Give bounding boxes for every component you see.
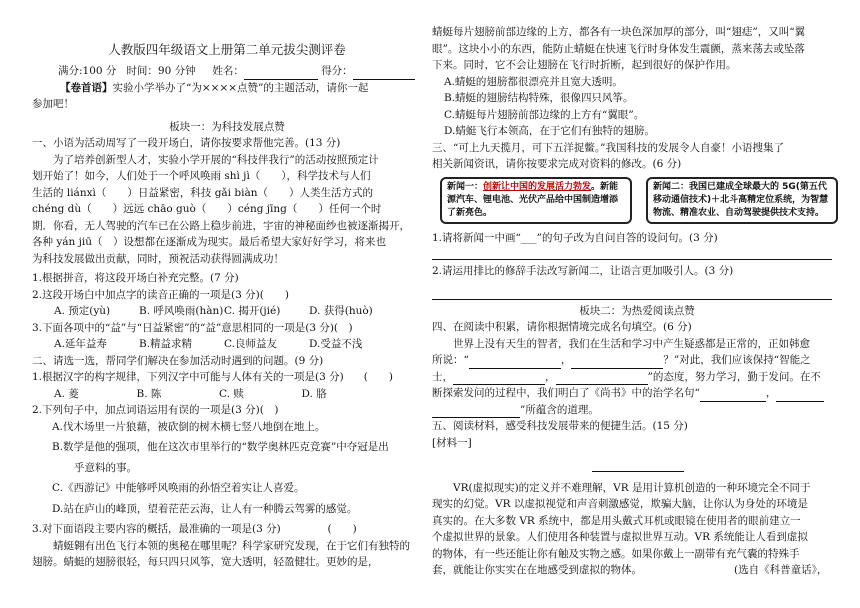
option-d[interactable]: D.受益不浅 (309, 338, 363, 350)
s1-q3: 3.下面各项中的“益”与“日益紧密”的“益”意思相同的一项是(3 分)( ) (32, 321, 353, 334)
s4-text: ”的态度，努力学习，勤于发问。在不 (647, 370, 821, 383)
s4-text: 士， (432, 370, 453, 383)
s1-q2-options (32, 303, 394, 320)
s1-q1: 1.根据拼音，将这段开场白补充完整。(7 分) (32, 272, 239, 284)
option-a[interactable]: A. 预定(yù) (54, 305, 111, 317)
s1-passage-line: 为科技发展做出贡献，同时，预祝活动获得圆满成功！ (32, 252, 284, 265)
answer-paren[interactable]: ( ) (363, 371, 393, 383)
time-limit: 时间：90 分钟 (126, 65, 196, 77)
full-score: 满分:100 分 (58, 65, 117, 77)
fill-blank[interactable] (700, 389, 766, 402)
news-card-1 (440, 177, 632, 224)
material-text: 的物体，有一些还能让你有触及实物之感。如果你戴上一副带有充气囊的特殊手 (432, 547, 800, 560)
preface-text: 实验小学举办了“为××××点赞”的主题活动，请你一起 (112, 81, 369, 94)
s2-q3-option-d[interactable]: D.蜻蜓飞行本领高，在于它们有独特的翅膀。 (444, 125, 655, 137)
s2-q1 (32, 369, 422, 386)
material-label: [材料一] (432, 436, 472, 449)
s4-text: ”所蕴含的道理。 (520, 403, 599, 416)
news1-tag: 新闻一： (447, 181, 484, 192)
option-b[interactable]: B.精益求精 (139, 338, 193, 350)
news-boxes (440, 177, 842, 224)
news1-text: 。新能源汽车、锂电池、光伏产品给中国制造增添了新亮色。 (447, 181, 619, 218)
material-text: VR(虚拟现实)的定义并不难理解，VR 是用计算机创造的一种环境完全不同于 (453, 481, 811, 494)
score-field[interactable] (353, 67, 415, 80)
s4-text: 断探索发问的过程中，我们明白了《尚书》中的治学名句“ (432, 387, 700, 399)
s4-text: ， (765, 387, 777, 399)
s1-q2: 2.这段开场白中加点字的读音正确的一项是(3 分)( ) (32, 288, 289, 301)
title-blank[interactable] (592, 459, 684, 472)
s1-passage-line: 划开始了！如今，人们处于一个呼风唤雨 shì jì（ ），科学技术与人们 (32, 170, 371, 182)
s2-q3-passage: 蜻蜓翱有出色飞行本领的奥秘在哪里呢？科学家研究发现，在于它们有独特的 (53, 539, 410, 552)
material-text: 真实的。在大多数 VR 系统中，都是用头戴式耳机或眼镜在使用者的眼前建立一 (432, 514, 801, 527)
material-text: 现实的幻觉。VR 以虚拟视觉和声音刺激感觉，欺骗大脑，让你认为身处的环境是 (432, 498, 808, 510)
s5-heading: 五、阅读材料，感受科技发展带来的便捷生活。(15 分) (432, 420, 688, 432)
exam-meta (32, 63, 422, 80)
s4-text: 所说：“ (432, 354, 469, 366)
option-a[interactable]: A.延年益寿 (54, 338, 107, 350)
block1-heading: 板块一：为科技发展点赞 (169, 120, 285, 133)
s3-q1: 1.请将新闻一中画“___”的句子改为自问自答的设问句。(3 分) (432, 231, 718, 244)
option-a[interactable]: A. 菱 (54, 387, 79, 400)
fill-blank[interactable] (571, 356, 663, 369)
preface-cont: 参加吧！ (32, 98, 74, 110)
preface-tag: 【卷首语】 (60, 81, 113, 94)
option-b[interactable]: B. 呼风唤雨(hàn) (139, 305, 224, 317)
s3-heading: 三、“可上九天揽月，可下五洋捉鳖。”我国科技的发展令人自豪！小语搜集了 (432, 141, 784, 154)
news2-text: 我国已建成全球最大的 5G(第五代移动通信技术)＋北斗高精定位系统，为智慧物流、精准农业、自动驾驶提供技术支持。 (653, 181, 829, 218)
fill-blank[interactable] (469, 356, 561, 369)
s4-fill-line (432, 385, 842, 402)
news-card-2 (646, 177, 838, 224)
s2-heading: 二、请选一选，帮同学们解决在参加活动时遇到的问题。(9 分) (32, 354, 324, 367)
s2-q2-option-c[interactable]: C.《西游记》中能够呼风唤雨的孙悟空着实让人喜爱。 (52, 482, 305, 494)
material-text: 套，就能让你实实在在地感受到虚拟的物体。 (432, 564, 642, 576)
s2-q2-option-b[interactable]: B.数学是他的强项，他在这次市里举行的“数学奥林匹克竞赛”中夺冠是出 (52, 441, 389, 453)
block2-heading: 板块二：为热爱阅读点赞 (579, 304, 695, 317)
s4-text: ， (560, 354, 572, 366)
s2-q3 (32, 521, 422, 538)
option-c[interactable]: C.良师益友 (224, 338, 277, 350)
left-column (32, 0, 422, 608)
s2-q1-options (32, 386, 384, 403)
material-text: 个虚拟世界的景象。人们使用各种装置与虚拟世界互动。VR 系统能让人看到虚拟 (432, 531, 808, 543)
news1-underlined: 创新让中国的发展活力勃发 (483, 181, 592, 192)
option-b[interactable]: B. 陈 (136, 387, 162, 400)
name-field[interactable] (244, 67, 318, 80)
s4-text: ， (545, 370, 556, 383)
fill-blank[interactable] (776, 389, 824, 402)
option-d[interactable]: D. 获得(huò) (309, 305, 373, 317)
s1-heading: 一、小语为活动周写了一段开场白，请你按要求帮他完善。(13 分) (32, 137, 341, 149)
s2-q3-option-b[interactable]: B.蜻蜓的翅膀结构特殊，很像四只风筝。 (444, 92, 634, 104)
fill-blank[interactable] (556, 372, 648, 385)
s2-q2-option-a[interactable]: A.伐木场里一片狼藉，被砍倒的树木横七竖八地倒在地上。 (52, 420, 326, 433)
s3-heading-cont: 相关新闻资讯，请你按要求完成对资料的修改。(6 分) (432, 158, 682, 170)
answer-paren[interactable]: ( ) (327, 523, 357, 535)
s2-q3-option-c[interactable]: C.蜻蜓每片翅膀前部边缘的上方有“翼眼”。 (444, 108, 645, 121)
s1-passage-line: 期．你看，无人驾驶的汽车已在公路上稳步前进，宇宙的神秘面纱也被逐渐揭开， (32, 219, 410, 232)
material-source: (选自《科普童话》， (734, 564, 828, 576)
answer-line[interactable] (432, 288, 832, 300)
s2-q3-text: 3.对下面语段主要内容的概括，最准确的一项是(3 分) (32, 523, 281, 535)
s2-q1-text: 1.根据汉字的构字规律，下列汉字中可能与人体有关的一项是(3 分) (32, 371, 344, 383)
s4-text: 世界上没有天生的智者，我们在生活和学习中产生疑惑都是正常的，正如韩愈 (453, 337, 810, 350)
s4-fill-line (432, 402, 842, 419)
s2-q2: 2.下列句子中，加点词语运用有误的一项是(3 分)( ) (32, 404, 279, 416)
s2-q2-option-d[interactable]: D.站在庐山的峰顶，望着茫茫云海，让人有一种腾云驾雾的感觉。 (52, 502, 358, 515)
fill-blank[interactable] (453, 372, 545, 385)
option-c[interactable]: C. 揭开(jié) (224, 305, 281, 317)
s1-passage-line: 为了培养创新型人才，实验小学开展的“科技伴我行”的活动按照预定计 (53, 153, 379, 166)
s4-heading: 四、在阅读中积累，请你根据情境完成名句填空。(6 分) (432, 321, 692, 333)
s2-q2-option-b-cont: 乎意料的事。 (74, 461, 137, 474)
name-label: 姓名： (212, 65, 244, 77)
material-text-last (432, 562, 842, 579)
score-label: 得分： (321, 65, 353, 77)
passage-cont: 下来。同时，它不会让翅膀在飞行时折断，起到很好的保护作用。 (432, 59, 737, 71)
s1-passage-line: 生活的 liánxì（ ）日益紧密，科技 gǎi biàn（ ）人类生活方式的 (32, 186, 373, 199)
option-d[interactable]: D. 胳 (301, 387, 327, 400)
preface (32, 80, 422, 97)
passage-cont: 蜻蜓每片翅膀前部边缘的上方，都各有一块色深加厚的部分，叫“翅痣”，又叫“翼 (432, 26, 806, 38)
s4-fill-line (432, 369, 842, 386)
fill-blank[interactable] (432, 405, 520, 418)
news2-tag: 新闻二： (653, 181, 690, 192)
page-title: 人教版四年级语文上册第二单元拔尖测评卷 (108, 42, 346, 57)
right-column (432, 0, 842, 608)
passage-cont: 眼”。这块小小的东西，能防止蜻蜓在快速飞行时身体发生震颤，蒸来荡去或坠落 (432, 42, 805, 55)
s2-q3-passage: 翅膀。蜻蜓的翅膀很轻，每只四只风筝，宽大透明，轻盈健壮。更妙的是， (32, 556, 379, 568)
s2-q3-option-a[interactable]: A.蜻蜓的翅膀都很漂亮并且宽大透明。 (444, 75, 623, 88)
answer-line[interactable] (432, 248, 832, 260)
s3-q2: 2.请运用排比的修辞手法改写新闻二，让语言更加吸引人。(3 分) (432, 265, 734, 277)
s4-fill-line (432, 352, 842, 369)
s1-q3-options (32, 336, 394, 353)
material-title-slot (432, 455, 842, 472)
s1-passage-line: 各种 yán jiū（ ）设想都在逐渐成为现实。最后希望大家好好学习，将来也 (32, 236, 387, 248)
s4-text: ？”对此，我们应该保持“智能之 (663, 354, 811, 366)
s1-passage-line: chéng dù（ ）远远 chāo guò（ ）céng jīng（ ）任何一个时 (32, 203, 382, 215)
option-c[interactable]: C. 赎 (219, 387, 244, 400)
